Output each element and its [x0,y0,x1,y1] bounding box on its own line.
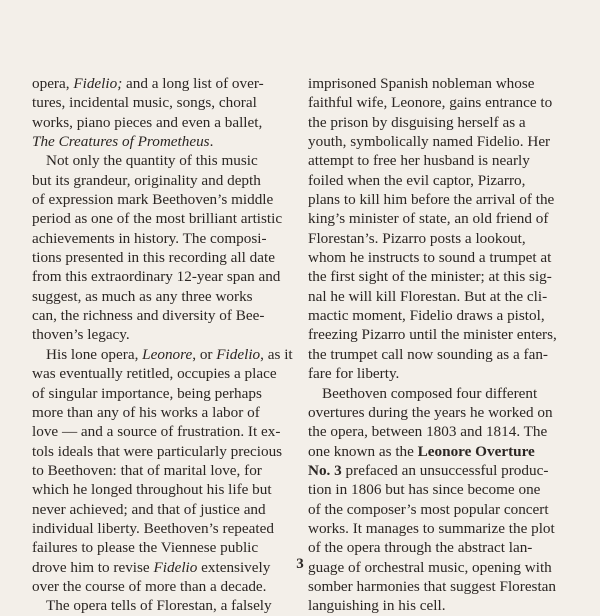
text-run: the prison by disguising herself as a [308,113,526,131]
italic-title: Leonore [142,345,193,363]
text-run: faithful wife, Leonore, gains entrance to [308,94,553,112]
text-run: from this extraordinary 12-year span and [32,268,281,286]
text-run: prefaced an unsuccessful produc- [341,461,549,479]
text-run: fare for liberty. [308,365,400,383]
text-line [32,209,304,228]
text-line [308,422,580,441]
text-run: thoven’s legacy. [32,326,130,344]
text-run: imprisoned Spanish nobleman whose [308,75,535,92]
text-line [32,113,304,132]
text-run: was eventually retitled, occupies a place [32,365,277,383]
text-line [32,345,304,364]
text-line [32,577,304,596]
italic-title: Fidelio [216,345,261,363]
text-line [308,306,580,325]
text-line [308,403,580,422]
text-run: , or [192,345,217,363]
text-run: one known as the [308,442,418,460]
text-line [32,500,304,519]
text-run: the trumpet call now sounding as a fan- [308,345,548,363]
text-run: tions presented in this recording all date [32,249,275,267]
italic-title: Fidelio; [73,75,123,92]
text-line [308,287,580,306]
text-run: failures to please the Viennese public [32,539,259,557]
text-run: whom he instructs to sound a trumpet at [308,249,552,267]
text-run: more than any of his works a labor of [32,403,260,421]
text-line [308,267,580,286]
text-run: drove him to revise [32,558,154,576]
text-run: youth, symbolically named Fidelio. Her [308,133,551,151]
text-line [308,577,580,596]
text-run: The opera tells of Florestan, a falsely [46,597,272,615]
text-line [32,422,304,441]
text-line [308,384,580,403]
text-run: foiled when the evil captor, Pizarro, [308,171,526,189]
text-run: somber harmonies that suggest Florestan [308,577,557,595]
text-run: nal he will kill Florestan. But at the cli- [308,287,548,305]
text-run: over the course of more than a decade. [32,577,267,595]
text-line [32,93,304,112]
text-line [32,132,304,151]
text-line [308,113,580,132]
text-line [308,248,580,267]
text-run: , as it [260,345,293,363]
text-line [32,461,304,480]
italic-title: The Creatures of Prometheus [32,133,210,151]
text-run: king’s minister of state, an old friend of [308,210,549,228]
text-line [308,151,580,170]
text-line [308,93,580,112]
text-line [308,500,580,519]
text-run: period as one of the most brilliant artistic [32,210,283,228]
text-run: can, the richness and diversity of Bee- [32,307,265,325]
text-line [308,190,580,209]
text-run: tures, incidental music, songs, choral [32,94,257,112]
text-run: the first sight of the minister; at this sig- [308,268,552,286]
text-run: of singular importance, being perhaps [32,384,262,402]
text-line [308,74,580,93]
text-line [308,519,580,538]
text-line [32,287,304,306]
text-line [308,345,580,364]
text-line [32,267,304,286]
text-line [308,325,580,344]
text-run: Florestan’s. Pizarro posts a lookout, [308,229,526,247]
text-run: mactic moment, Fidelio draws a pistol, [308,307,545,325]
text-run: the opera, between 1803 and 1814. The [308,423,548,441]
text-line [308,596,580,615]
text-run: opera, [32,75,74,92]
text-line [308,538,580,557]
italic-title: Fidelio [153,558,198,576]
text-line [32,403,304,422]
bold-title: No. 3 [308,461,342,479]
text-run: which he longed throughout his life but [32,481,272,499]
text-run: overtures during the years he worked on [308,403,553,421]
text-line [32,74,304,93]
text-run: freezing Pizarro until the minister enters, [308,326,557,344]
text-run: Beethoven composed four different [322,384,538,402]
text-run: His lone opera, [46,345,143,363]
bold-title: Leonore Overture [417,442,535,460]
right-text-column [308,74,580,616]
text-run: never achieved; and that of justice and [32,500,266,518]
text-run: achievements in history. The composi- [32,229,267,247]
text-line [32,596,304,615]
text-line [32,190,304,209]
text-run: individual liberty. Beethoven’s repeated [32,519,274,537]
text-run: and a long list of over- [122,75,264,92]
text-line [32,384,304,403]
text-line [32,480,304,499]
text-line [308,461,580,480]
text-line [32,442,304,461]
text-run: of expression mark Beethoven’s middle [32,191,274,209]
text-line [32,248,304,267]
text-line [308,229,580,248]
text-run: love — and a source of frustration. It ex- [32,423,281,441]
text-line [32,325,304,344]
text-run: of the opera through the abstract lan- [308,539,533,557]
text-run: extensively [197,558,271,576]
text-run: languishing in his cell. [308,597,446,615]
text-run: suggest, as much as any three works [32,287,253,305]
text-line [32,151,304,170]
text-line [32,306,304,325]
text-run: to Beethoven: that of marital love, for [32,461,262,479]
text-line [308,480,580,499]
text-run: . [209,133,214,151]
text-run: plans to kill him before the arrival of the [308,191,555,209]
text-line [32,171,304,190]
text-line [32,364,304,383]
left-text-column [32,74,304,616]
page-number: 3 [296,556,304,572]
text-line [32,229,304,248]
text-line [308,364,580,383]
text-line [32,538,304,557]
text-line [32,519,304,538]
text-run: attempt to free her husband is nearly [308,152,530,170]
text-run: works. It manages to summarize the plot [308,519,555,537]
text-run: works, piano pieces and even a ballet, [32,113,263,131]
text-run: Not only the quantity of this music [46,152,258,170]
text-run: guage of orchestral music, opening with [308,558,552,576]
text-line [308,132,580,151]
text-run: but its grandeur, originality and depth [32,171,261,189]
text-run: tion in 1806 but has since become one [308,481,541,499]
text-line [308,209,580,228]
text-line [308,171,580,190]
text-line [308,442,580,461]
text-run: of the composer’s most popular concert [308,500,549,518]
text-run: tols ideals that were particularly precious [32,442,283,460]
